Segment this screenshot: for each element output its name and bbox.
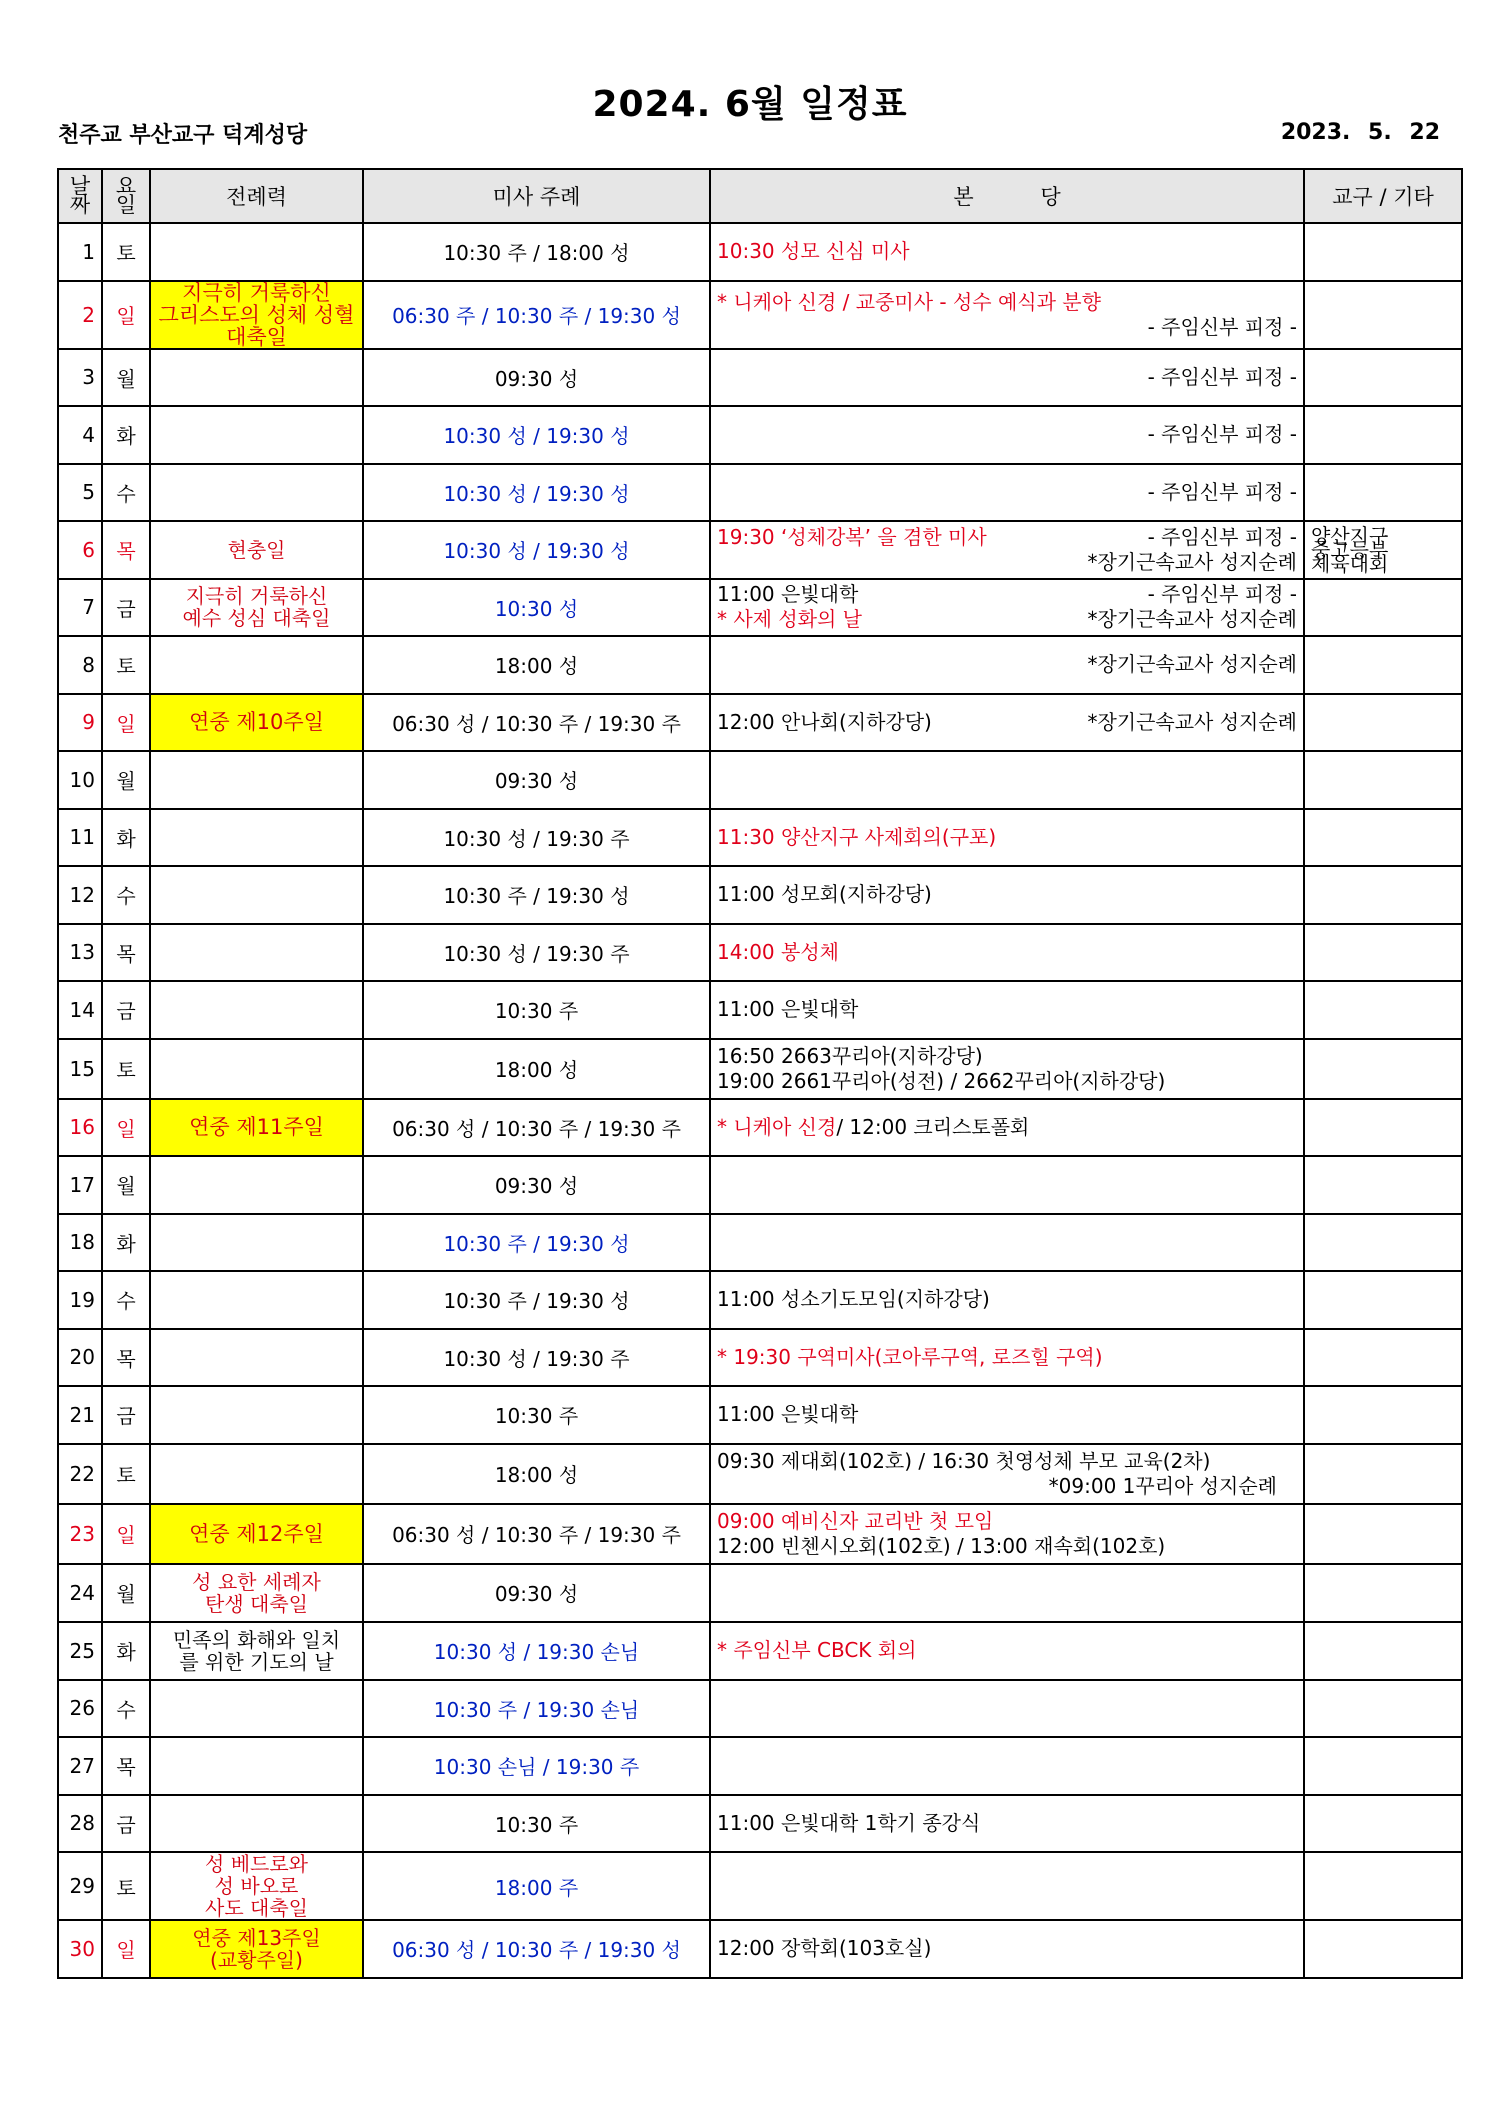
event-line [717,315,1297,340]
liturgy-cell: 성 베드로와 성 바오로 사도 대축일 [150,1852,363,1920]
liturgy-cell [150,809,363,867]
day-number: 22 [58,1444,102,1504]
table-row [58,1920,1462,1978]
table-row [58,866,1462,924]
parish-events [710,1795,1304,1853]
event-text: 12:00 장학회(103호실) [717,1936,932,1961]
parish-events [710,1564,1304,1622]
day-number: 1 [58,223,102,281]
weekday: 토 [102,1039,150,1099]
event-line [717,290,1297,315]
day-number: 21 [58,1386,102,1444]
mass-schedule: 18:00 주 [363,1852,710,1920]
diocese-etc [1304,751,1462,809]
liturgy-cell [150,1386,363,1444]
weekday: 월 [102,1564,150,1622]
weekday: 수 [102,1271,150,1329]
liturgy-cell [150,464,363,522]
parish-events [710,924,1304,982]
day-number: 16 [58,1099,102,1157]
liturgy-cell [150,349,363,407]
liturgy-cell [150,866,363,924]
diocese-etc [1304,1156,1462,1214]
weekday: 화 [102,406,150,464]
table-row [58,1737,1462,1795]
day-number: 17 [58,1156,102,1214]
event-line [717,582,1297,607]
day-number: 3 [58,349,102,407]
event-text-right: - 주임신부 피정 - [1147,582,1297,607]
weekday: 수 [102,1680,150,1738]
parish-events [710,1214,1304,1272]
event-text-right: *09:00 1꾸리아 성지순례 [1048,1473,1277,1498]
event-line [717,1287,1297,1312]
mass-schedule: 18:00 성 [363,636,710,694]
table-row [58,694,1462,752]
mass-schedule: 09:30 성 [363,1564,710,1622]
event-text: 11:00 은빛대학 1학기 종강식 [717,1810,981,1835]
table-row [58,464,1462,522]
weekday: 월 [102,1156,150,1214]
day-number: 4 [58,406,102,464]
event-text: * 니케아 신경 / 교중미사 - 성수 예식과 분향 [717,289,1101,314]
day-number: 10 [58,751,102,809]
liturgy-cell [150,1039,363,1099]
event-line [717,1534,1297,1559]
weekday: 화 [102,1622,150,1680]
mass-schedule: 10:30 주 [363,1795,710,1853]
day-number: 23 [58,1504,102,1564]
event-text-right: *장기근속교사 성지순례 [1087,652,1297,677]
diocese-etc [1304,1564,1462,1622]
weekday: 토 [102,1852,150,1920]
mass-schedule: 10:30 성 / 19:30 성 [363,521,710,579]
event-line [717,997,1297,1022]
parish-events [710,223,1304,281]
mass-schedule: 18:00 성 [363,1039,710,1099]
event-line [717,1402,1297,1427]
day-number: 28 [58,1795,102,1853]
weekday: 금 [102,579,150,637]
liturgy-cell [150,981,363,1039]
event-text: 09:00 예비신자 교리반 첫 모임 [717,1508,994,1533]
event-line [717,525,1297,550]
mass-schedule: 10:30 주 / 19:30 성 [363,1214,710,1272]
parish-events [710,579,1304,637]
parish-events [710,1271,1304,1329]
event-text-right: - 주임신부 피정 - [1147,479,1297,504]
weekday: 목 [102,924,150,982]
parish-events [710,406,1304,464]
diocese-etc [1304,464,1462,522]
event-line [717,825,1297,850]
event-line [717,422,1297,447]
liturgy-cell [150,1737,363,1795]
event-line [717,1044,1297,1069]
liturgy-cell: 연중 제12주일 [150,1504,363,1564]
diocese-etc [1304,924,1462,982]
parish-events [710,809,1304,867]
diocese-etc [1304,1099,1462,1157]
parish-events [710,1329,1304,1387]
table-row [58,924,1462,982]
weekday: 토 [102,1444,150,1504]
event-line [717,1115,1297,1140]
event-line [717,365,1297,390]
liturgy-cell [150,1271,363,1329]
parish-events [710,1852,1304,1920]
diocese-etc [1304,1795,1462,1853]
day-number: 5 [58,464,102,522]
event-line [717,940,1297,965]
mass-schedule: 10:30 성 / 19:30 손님 [363,1622,710,1680]
diocese-etc [1304,1680,1462,1738]
mass-schedule: 10:30 성 / 19:30 성 [363,464,710,522]
liturgy-cell [150,1680,363,1738]
diocese-etc [1304,281,1462,349]
table-row [58,1039,1462,1099]
parish-name: 천주교 부산교구 덕계성당 [58,123,308,148]
weekday: 금 [102,1795,150,1853]
weekday: 토 [102,223,150,281]
day-number: 6 [58,521,102,579]
header-main: 본 당 [710,169,1304,223]
mass-schedule: 09:30 성 [363,1156,710,1214]
parish-events [710,349,1304,407]
parish-events [710,981,1304,1039]
mass-schedule: 10:30 성 / 19:30 주 [363,1329,710,1387]
diocese-etc [1304,579,1462,637]
weekday: 목 [102,1737,150,1795]
weekday: 수 [102,464,150,522]
liturgy-cell: 성 요한 세례자 탄생 대축일 [150,1564,363,1622]
diocese-etc [1304,1852,1462,1920]
header-day [58,169,102,223]
parish-events [710,1504,1304,1564]
day-number: 13 [58,924,102,982]
diocese-etc [1304,694,1462,752]
mass-schedule: 10:30 주 [363,981,710,1039]
schedule-table [57,168,1463,1979]
table-row [58,349,1462,407]
parish-events [710,694,1304,752]
day-number: 29 [58,1852,102,1920]
mass-schedule: 10:30 성 [363,579,710,637]
day-number: 8 [58,636,102,694]
parish-events [710,1680,1304,1738]
event-line [717,1936,1297,1961]
diocese-etc [1304,981,1462,1039]
event-text: * 19:30 구역미사(코아루구역, 로즈힐 구역) [717,1344,1103,1369]
table-row [58,1852,1462,1920]
diocese-etc [1304,866,1462,924]
liturgy-cell [150,1329,363,1387]
event-text: 19:00 2661꾸리아(성전) / 2662꾸리아(지하강당) [717,1068,1166,1093]
diocese-etc [1304,349,1462,407]
table-row [58,1504,1462,1564]
event-line [717,550,1297,575]
table-row [58,223,1462,281]
parish-events [710,1156,1304,1214]
table-row [58,1795,1462,1853]
event-line [717,652,1297,677]
day-number: 26 [58,1680,102,1738]
day-number: 11 [58,809,102,867]
weekday: 화 [102,1214,150,1272]
event-text: 11:00 은빛대학 [717,997,859,1022]
table-row [58,751,1462,809]
day-number: 24 [58,1564,102,1622]
table-row [58,1156,1462,1214]
event-text-right: *장기근속교사 성지순례 [1087,607,1297,632]
mass-schedule: 10:30 손님 / 19:30 주 [363,1737,710,1795]
day-number: 14 [58,981,102,1039]
parish-events [710,751,1304,809]
liturgy-cell [150,1795,363,1853]
weekday: 금 [102,981,150,1039]
liturgy-cell [150,1444,363,1504]
day-number: 2 [58,281,102,349]
table-row [58,1271,1462,1329]
diocese-etc [1304,1737,1462,1795]
diocese-etc [1304,1920,1462,1978]
liturgy-cell [150,751,363,809]
weekday: 월 [102,349,150,407]
liturgy-cell: 연중 제11주일 [150,1099,363,1157]
event-text: * 니케아 신경 [717,1114,837,1139]
event-text-right: *장기근속교사 성지순례 [1087,709,1297,734]
mass-schedule: 10:30 주 / 18:00 성 [363,223,710,281]
table-row [58,1622,1462,1680]
table-row [58,1214,1462,1272]
mass-schedule: 18:00 성 [363,1444,710,1504]
table-row [58,809,1462,867]
event-text-right: - 주임신부 피정 - [1147,524,1297,549]
table-row [58,1564,1462,1622]
event-text: 12:00 빈첸시오회(102호) / 13:00 재속회(102호) [717,1533,1166,1558]
mass-schedule: 10:30 주 [363,1386,710,1444]
event-line [717,1474,1297,1499]
parish-events [710,1622,1304,1680]
diocese-etc [1304,1039,1462,1099]
event-line [717,1345,1297,1370]
event-text-extra: / 12:00 크리스토폴회 [836,1114,1030,1139]
event-text: 16:50 2663꾸리아(지하강당) [717,1043,983,1068]
mass-schedule: 10:30 성 / 19:30 주 [363,924,710,982]
diocese-etc [1304,1504,1462,1564]
table-row [58,1444,1462,1504]
day-number: 7 [58,579,102,637]
day-number: 18 [58,1214,102,1272]
table-header-row [58,169,1462,223]
event-line [717,1069,1297,1094]
mass-schedule: 10:30 성 / 19:30 성 [363,406,710,464]
weekday: 토 [102,636,150,694]
liturgy-cell: 민족의 화해와 일치 를 위한 기도의 날 [150,1622,363,1680]
weekday: 목 [102,521,150,579]
parish-events [710,1099,1304,1157]
day-number: 30 [58,1920,102,1978]
mass-schedule: 06:30 주 / 10:30 주 / 19:30 성 [363,281,710,349]
mass-schedule: 10:30 주 / 19:30 성 [363,866,710,924]
liturgy-cell [150,223,363,281]
liturgy-cell: 지극히 거룩하신 그리스도의 성체 성혈 대축일 [150,281,363,349]
event-line [717,480,1297,505]
event-text-right: *장기근속교사 성지순례 [1087,549,1297,574]
mass-schedule: 06:30 성 / 10:30 주 / 19:30 성 [363,1920,710,1978]
event-line [717,607,1297,632]
parish-events [710,281,1304,349]
weekday: 일 [102,1920,150,1978]
header-etc: 교구 / 기타 [1304,169,1462,223]
liturgy-cell [150,406,363,464]
diocese-etc: 양산지구 중고등부 체육대회 [1304,521,1462,579]
table-row [58,406,1462,464]
day-number: 15 [58,1039,102,1099]
table-row [58,981,1462,1039]
parish-events [710,464,1304,522]
mass-schedule: 10:30 성 / 19:30 주 [363,809,710,867]
event-line [717,239,1297,264]
day-number: 20 [58,1329,102,1387]
liturgy-cell: 연중 제10주일 [150,694,363,752]
event-text: 11:00 성소기도모임(지하강당) [717,1287,990,1312]
event-text: 11:30 양산지구 사제회의(구포) [717,824,997,849]
parish-events [710,1039,1304,1099]
day-number: 27 [58,1737,102,1795]
diocese-etc [1304,809,1462,867]
diocese-etc [1304,1386,1462,1444]
day-number: 12 [58,866,102,924]
event-text: 11:00 은빛대학 [717,1402,859,1427]
weekday: 월 [102,751,150,809]
event-line [717,1509,1297,1534]
header-mass: 미사 주례 [363,169,710,223]
header-liturgy: 전례력 [150,169,363,223]
weekday: 일 [102,1099,150,1157]
table-row [58,521,1462,579]
diocese-etc [1304,1329,1462,1387]
mass-schedule: 09:30 성 [363,349,710,407]
event-line [717,882,1297,907]
diocese-etc [1304,1622,1462,1680]
liturgy-cell: 현충일 [150,521,363,579]
diocese-etc [1304,1444,1462,1504]
table-row [58,1099,1462,1157]
event-text: 12:00 안나회(지하강당) [717,709,932,734]
weekday: 화 [102,809,150,867]
event-text: 11:00 성모회(지하강당) [717,882,932,907]
event-line [717,710,1297,735]
event-text: 11:00 은빛대학 [717,582,859,607]
event-text: 09:30 제대회(102호) / 16:30 첫영성체 부모 교육(2차) [717,1448,1211,1473]
diocese-etc [1304,223,1462,281]
parish-events [710,521,1304,579]
table-row [58,281,1462,349]
diocese-etc [1304,636,1462,694]
weekday: 수 [102,866,150,924]
diocese-etc [1304,1271,1462,1329]
event-text: 10:30 성모 신심 미사 [717,239,910,264]
table-row [58,1329,1462,1387]
mass-schedule: 09:30 성 [363,751,710,809]
diocese-etc [1304,1214,1462,1272]
header-weekday [102,169,150,223]
mass-schedule: 06:30 성 / 10:30 주 / 19:30 주 [363,1099,710,1157]
liturgy-cell [150,924,363,982]
table-row [58,579,1462,637]
table-row [58,636,1462,694]
event-text-right: - 주임신부 피정 - [1147,364,1297,389]
day-number: 19 [58,1271,102,1329]
header-day-label: 날짜 [69,174,91,217]
liturgy-cell [150,1156,363,1214]
mass-schedule: 10:30 주 / 19:30 손님 [363,1680,710,1738]
parish-events [710,1920,1304,1978]
mass-schedule: 10:30 주 / 19:30 성 [363,1271,710,1329]
mass-schedule: 06:30 성 / 10:30 주 / 19:30 주 [363,694,710,752]
liturgy-cell: 연중 제13주일 (교황주일) [150,1920,363,1978]
parish-events [710,866,1304,924]
event-line [717,1811,1297,1836]
day-number: 25 [58,1622,102,1680]
table-row [58,1386,1462,1444]
weekday: 금 [102,1386,150,1444]
weekday: 일 [102,1504,150,1564]
event-line [717,1449,1297,1474]
diocese-etc [1304,406,1462,464]
event-text-right: - 주임신부 피정 - [1147,314,1297,339]
mass-schedule: 06:30 성 / 10:30 주 / 19:30 주 [363,1504,710,1564]
weekday: 일 [102,694,150,752]
event-text: * 주임신부 CBCK 회의 [717,1638,917,1662]
liturgy-cell: 지극히 거룩하신 예수 성심 대축일 [150,579,363,637]
event-text: * 사제 성화의 날 [717,607,862,632]
event-line [717,1638,1297,1663]
parish-events [710,1737,1304,1795]
liturgy-cell [150,1214,363,1272]
table-row [58,1680,1462,1738]
header-weekday-label: 요일 [115,174,137,217]
event-text: 14:00 봉성체 [717,939,839,964]
event-text: 19:30 ‘성체강복’ 을 겸한 미사 [717,524,987,549]
document-date: 2023. 5. 22 [1280,120,1440,145]
weekday: 일 [102,281,150,349]
parish-events [710,1386,1304,1444]
parish-events [710,636,1304,694]
page-title: 2024. 6월 일정표 [592,84,908,125]
event-text-right: - 주임신부 피정 - [1147,422,1297,447]
day-number: 9 [58,694,102,752]
liturgy-cell [150,636,363,694]
parish-events [710,1444,1304,1504]
weekday: 목 [102,1329,150,1387]
